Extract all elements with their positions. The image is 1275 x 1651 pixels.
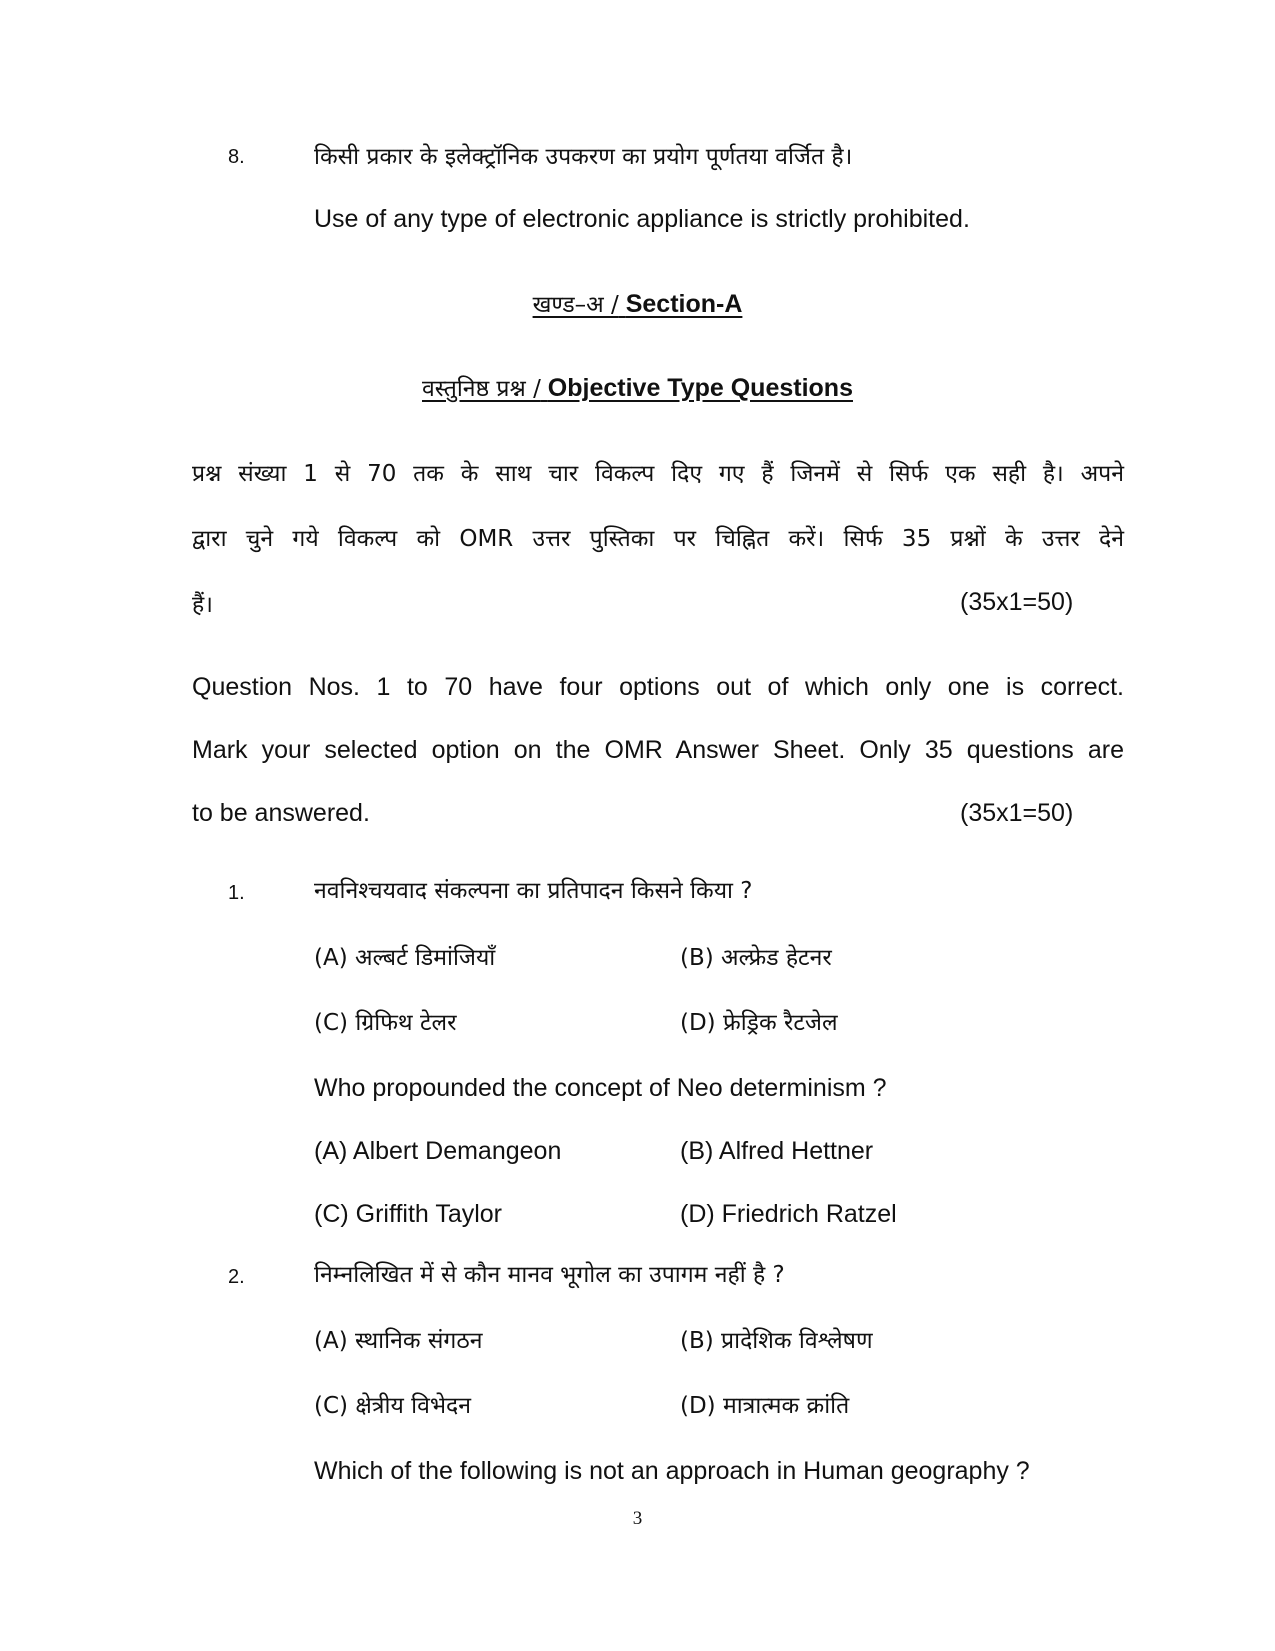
question-number: 1. [228, 882, 245, 904]
directions-hindi-marks: (35x1=50) [960, 588, 1074, 616]
directions-english-line-1: Question Nos. 1 to 70 have four options out of which only one is correct. [192, 673, 1124, 701]
option-a-hindi: (A) अल्बर्ट डिमांजियाँ [314, 945, 496, 971]
question-text-hindi: नवनिश्चयवाद संकल्पना का प्रतिपादन किसने किया ? [314, 878, 753, 904]
section-heading-english: Section-A [625, 290, 743, 318]
directions-hindi-line-3: हैं। [192, 592, 213, 618]
option-d-hindi: (D) फ्रेड्रिक रैटजेल [680, 1010, 838, 1036]
option-a-hindi: (A) स्थानिक संगठन [314, 1328, 483, 1354]
directions-hindi-line-1: प्रश्न संख्या 1 से 70 तक के साथ चार विकल्प दिए गए हैं जिनमें से सिर्फ एक सही है। अपने [192, 461, 1124, 487]
option-c-english: (C) Griffith Taylor [314, 1200, 503, 1228]
question-text-hindi: निम्नलिखित में से कौन मानव भूगोल का उपागम नहीं है ? [314, 1262, 785, 1288]
directions-hindi-line-2: द्वारा चुने गये विकल्प को OMR उत्तर पुस्तिका पर चिह्नित करें। सिर्फ 35 प्रश्नों के उत्तर देने [192, 526, 1124, 552]
option-a-english: (A) Albert Demangeon [314, 1137, 562, 1165]
option-c-hindi: (C) क्षेत्रीय विभेदन [314, 1393, 472, 1419]
option-b-english: (B) Alfred Hettner [680, 1137, 874, 1165]
section-heading [0, 287, 1275, 319]
question-number: 2. [228, 1266, 245, 1288]
subsection-heading-hindi: वस्तुनिष्ठ प्रश्न / [422, 376, 541, 402]
subsection-heading-english: Objective Type Questions [547, 374, 853, 402]
option-b-hindi: (B) प्रादेशिक विश्लेषण [680, 1328, 873, 1354]
subsection-heading [0, 371, 1275, 403]
option-b-hindi: (B) अल्फ्रेड हेटनर [680, 945, 832, 971]
section-heading-hindi: खण्ड–अ / [532, 292, 619, 318]
question-text-english: Who propounded the concept of Neo determinism ? [314, 1074, 887, 1102]
option-d-hindi: (D) मात्रात्मक क्रांति [680, 1393, 850, 1419]
instruction-number: 8. [228, 146, 245, 168]
directions-english-marks: (35x1=50) [960, 799, 1074, 827]
instruction-english: Use of any type of electronic appliance is strictly prohibited. [314, 205, 970, 233]
option-c-hindi: (C) ग्रिफिथ टेलर [314, 1010, 457, 1036]
option-d-english: (D) Friedrich Ratzel [680, 1200, 897, 1228]
instruction-hindi: किसी प्रकार के इलेक्ट्रॉनिक उपकरण का प्रयोग पूर्णतया वर्जित है। [314, 144, 853, 170]
directions-english-line-2: Mark your selected option on the OMR Answer Sheet. Only 35 questions are [192, 736, 1124, 764]
question-text-english: Which of the following is not an approach in Human geography ? [314, 1457, 1030, 1485]
directions-english-line-3: to be answered. [192, 799, 370, 827]
page-number: 3 [632, 1508, 643, 1529]
